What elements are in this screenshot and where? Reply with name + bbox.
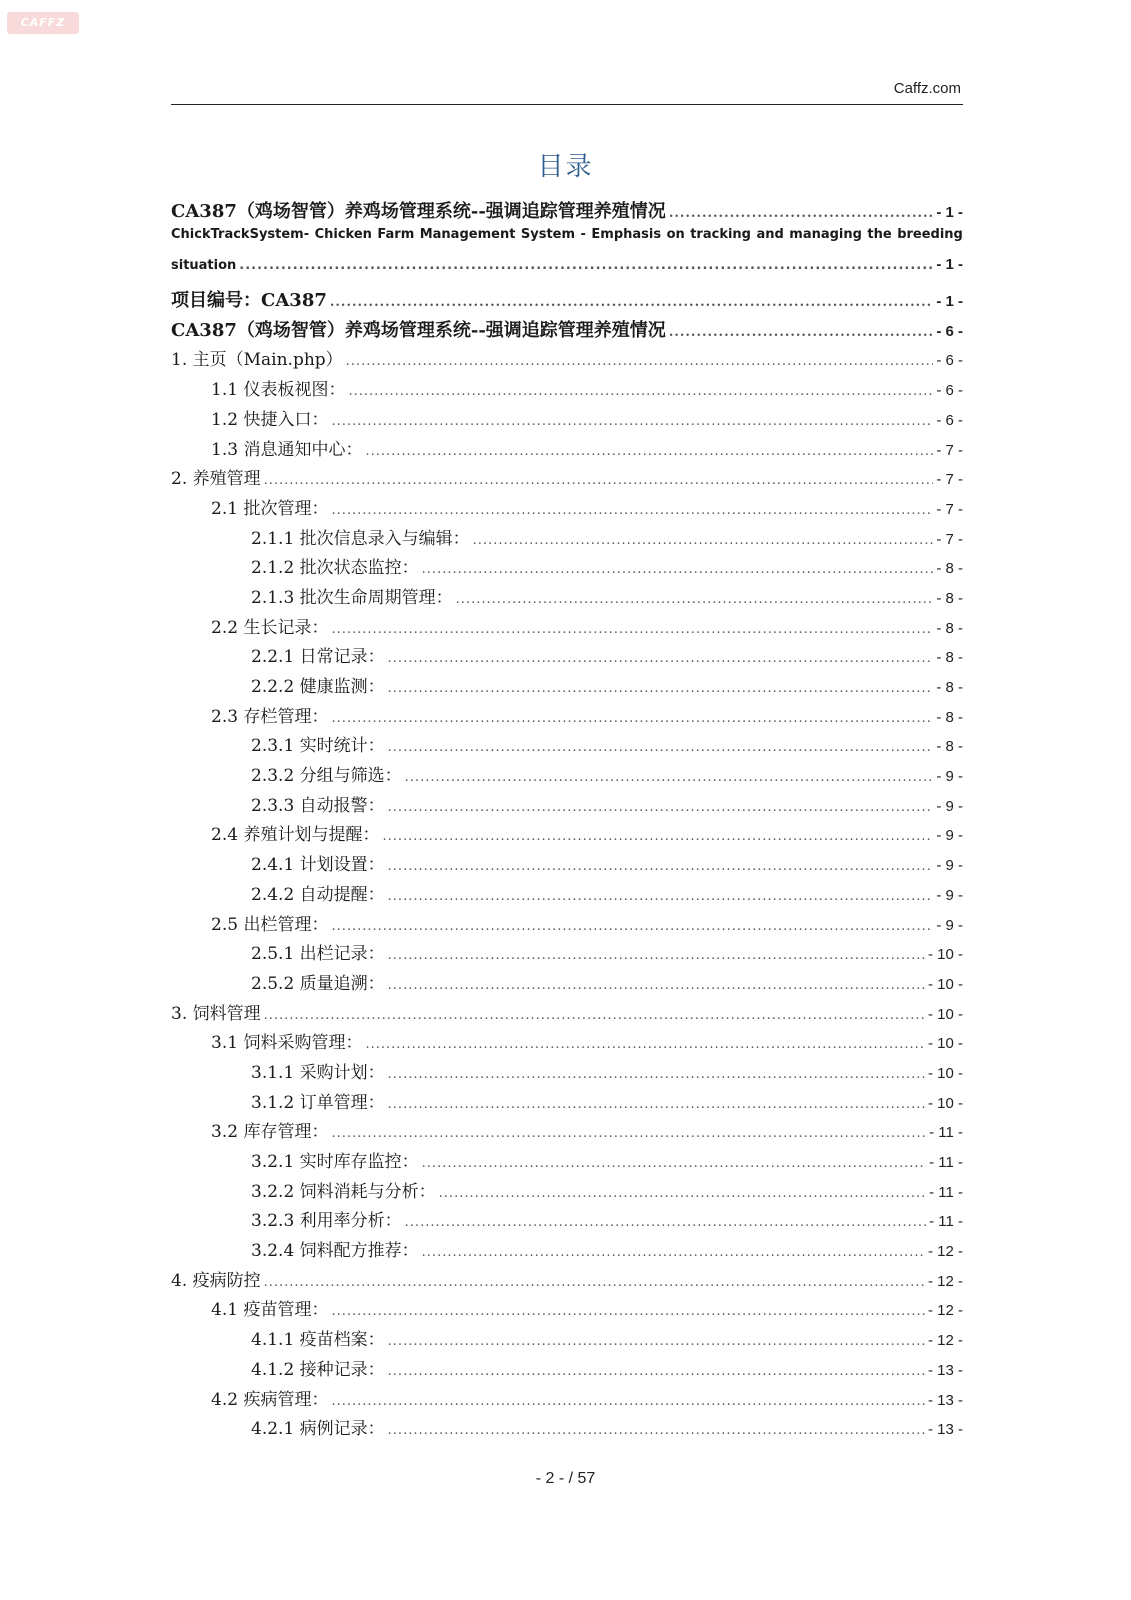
toc-entry[interactable] (171, 464, 963, 494)
toc-entry-page: - 12 - (927, 1332, 963, 1350)
english-title-word: ChickTrackSystem- (171, 226, 310, 242)
dot-leader (422, 1245, 925, 1260)
dot-leader (331, 1394, 925, 1409)
toc-entry-label: 2.3.1 实时统计： (251, 736, 385, 757)
toc-entry-label: 4.2 疾病管理： (211, 1389, 329, 1410)
toc-entry-label: 2.2.2 健康监测： (251, 677, 385, 697)
dot-leader (365, 1037, 925, 1052)
toc-entry-page: - 11 - (929, 1213, 963, 1231)
dot-leader (388, 978, 925, 993)
toc-entry-page: - 7 - (936, 530, 963, 548)
toc-entry-page: - 8 - (936, 679, 963, 696)
dot-leader (388, 859, 934, 874)
toc-entry-label: 2.5.1 出栏记录： (251, 944, 385, 965)
toc-entry[interactable] (171, 1355, 963, 1385)
toc-entry[interactable] (171, 1088, 963, 1118)
toc-entry-label: 2.4 养殖计划与提醒： (211, 825, 380, 846)
toc-entry[interactable] (171, 316, 963, 346)
toc-entry[interactable] (171, 642, 963, 672)
toc-entry-label: 2.2.1 日常记录： (251, 647, 385, 668)
toc-entry[interactable] (171, 494, 963, 524)
toc-entry-label: 2.3 存栏管理： (211, 706, 329, 727)
toc-entry-label: 3.1 饲料采购管理： (211, 1033, 363, 1054)
toc-entry-page: - 8 - (936, 649, 963, 667)
english-title-word: Chicken (314, 226, 372, 242)
toc-entry-label: 3.2.3 利用率分析： (251, 1211, 402, 1232)
toc-entry-label: 2.4.1 计划设置： (251, 855, 385, 876)
toc-entry-page: - 13 - (927, 1391, 963, 1409)
toc-entry[interactable] (171, 524, 963, 554)
toc-entry-page: - 11 - (929, 1124, 963, 1142)
toc-entry-page: - 6 - (936, 352, 963, 370)
dot-leader (331, 503, 933, 518)
dot-leader (388, 1097, 925, 1112)
toc-entry-page: - 10 - (927, 1094, 963, 1112)
toc-entry-page: - 8 - (936, 708, 963, 726)
toc-entry[interactable] (171, 939, 963, 969)
header-site-name: Caffz.com (893, 80, 961, 97)
toc-entry-label: 项目编号：CA387 (171, 290, 327, 312)
header-divider (171, 104, 963, 105)
toc-entry-label: 2.1.2 批次状态监控： (251, 558, 419, 579)
dot-leader (239, 258, 933, 273)
english-title-word: System (520, 226, 576, 242)
toc-entry-label: 2.5 出栏管理： (211, 914, 329, 935)
toc-entry[interactable] (171, 405, 963, 435)
toc-entry-page: - 6 - (936, 411, 963, 429)
english-title-word: breeding (897, 226, 963, 242)
toc-entry-page: - 8 - (936, 619, 963, 637)
toc-entry[interactable] (171, 910, 963, 940)
english-title-word: tracking (690, 226, 751, 242)
toc-entry[interactable] (171, 702, 963, 732)
dot-leader (388, 1423, 925, 1438)
toc-entry-page: - 13 - (927, 1361, 963, 1379)
toc-entry-page: - 9 - (936, 916, 963, 934)
toc-entry[interactable] (171, 1325, 963, 1355)
dot-leader (405, 770, 934, 785)
toc-entry[interactable] (171, 761, 963, 791)
toc-entry[interactable] (171, 791, 963, 821)
toc-entry-label: CA387（鸡场智管）养鸡场管理系统--强调追踪管理养殖情况 (171, 319, 666, 341)
dot-leader (331, 919, 933, 934)
dot-leader (388, 1067, 925, 1082)
toc-entry-label: 2.4.2 自动提醒： (251, 884, 385, 905)
dot-leader (388, 1364, 925, 1379)
toc-entry-label: situation (171, 258, 237, 274)
toc-entry-page: - 9 - (936, 857, 963, 875)
toc-entry-label: 1.1 仪表板视图： (211, 380, 346, 401)
english-title-word: on (666, 226, 685, 242)
toc-entry-page: - 10 - (927, 975, 963, 993)
toc-entry[interactable] (171, 850, 963, 880)
dot-leader (669, 206, 934, 221)
toc-entry-page: - 7 - (936, 471, 963, 489)
toc-entry-page: - 9 - (936, 827, 963, 845)
toc-entry[interactable] (171, 613, 963, 643)
toc-entry[interactable] (171, 1117, 963, 1147)
english-title-word: Management (419, 226, 516, 242)
dot-leader (331, 622, 933, 637)
toc-entry[interactable] (171, 1206, 963, 1236)
english-title-word: Farm (377, 226, 415, 242)
toc-entry-label: 3.2 库存管理： (211, 1122, 329, 1143)
toc-entry-page: - 1 - (936, 293, 963, 311)
table-of-contents (171, 197, 963, 1444)
dot-leader (388, 1334, 925, 1349)
toc-entry-page: - 10 - (927, 1005, 963, 1023)
toc-entry-label: 3. 饲料管理 (171, 1003, 261, 1024)
toc-entry-label: 2.1.1 批次信息录入与编辑： (251, 528, 470, 549)
toc-entry-page: - 7 - (936, 500, 963, 518)
toc-entry-page: - 8 - (936, 589, 963, 607)
dot-leader (348, 384, 933, 399)
english-title-word: the (867, 226, 892, 242)
toc-entry[interactable] (171, 1236, 963, 1266)
dot-leader (422, 562, 934, 577)
dot-leader (264, 1275, 925, 1290)
toc-entry-label: CA387（鸡场智管）养鸡场管理系统--强调追踪管理养殖情况 (171, 201, 666, 222)
toc-entry-english-title[interactable] (171, 227, 963, 257)
toc-entry-label: 2. 养殖管理 (171, 469, 261, 490)
toc-entry[interactable] (171, 375, 963, 405)
toc-entry-label: 1.2 快捷入口： (211, 409, 329, 430)
toc-entry[interactable] (171, 1058, 963, 1088)
toc-entry-label: 3.2.1 实时库存监控： (251, 1152, 419, 1172)
toc-entry-page: - 9 - (936, 797, 963, 815)
dot-leader (439, 1186, 926, 1201)
toc-entry[interactable] (171, 553, 963, 583)
toc-entry-page: - 12 - (927, 1243, 963, 1261)
dot-leader (388, 651, 934, 666)
toc-entry[interactable] (171, 345, 963, 375)
toc-entry-label: 4.1.2 接种记录： (251, 1359, 385, 1380)
toc-entry-page: - 8 - (936, 738, 963, 756)
toc-entry[interactable] (171, 999, 963, 1029)
toc-entry[interactable] (171, 1177, 963, 1207)
toc-entry[interactable] (171, 1266, 963, 1296)
toc-entry-label: 3.1.1 采购计划： (251, 1062, 385, 1083)
toc-entry-label: 4. 疫病防控 (171, 1270, 261, 1291)
toc-entry[interactable] (171, 1295, 963, 1325)
dot-leader (388, 889, 934, 904)
toc-entry[interactable] (171, 583, 963, 613)
toc-entry-page: - 12 - (927, 1302, 963, 1320)
dot-leader (330, 295, 933, 310)
toc-entry-page: - 11 - (929, 1154, 963, 1171)
dot-leader (331, 1304, 925, 1319)
toc-entry[interactable] (171, 1028, 963, 1058)
toc-entry-label: 1. 主页（Main.php） (171, 350, 343, 371)
english-title-word: - (580, 226, 586, 242)
toc-entry-label: 4.2.1 病例记录： (251, 1419, 385, 1440)
toc-entry-page: - 6 - (936, 382, 963, 400)
dot-leader (264, 1008, 925, 1023)
dot-leader (331, 1126, 926, 1141)
toc-entry-page: - 12 - (927, 1272, 963, 1290)
toc-entry-page: - 9 - (936, 886, 963, 904)
toc-entry-label: 2.1.3 批次生命周期管理： (251, 587, 453, 608)
dot-leader (388, 948, 925, 963)
watermark-logo: CAFFZ (7, 12, 79, 34)
dot-leader (388, 800, 934, 815)
toc-entry-label: 3.1.2 订单管理： (251, 1092, 385, 1113)
dot-leader (456, 592, 934, 607)
toc-entry[interactable] (171, 820, 963, 850)
english-title-word: managing (789, 226, 862, 242)
toc-entry-page: - 10 - (927, 946, 963, 964)
toc-entry-label: 2.1 批次管理： (211, 498, 329, 519)
toc-title: 目录 (537, 152, 594, 182)
toc-entry[interactable] (171, 1147, 963, 1177)
toc-entry-label: 4.1 疫苗管理： (211, 1300, 329, 1321)
toc-entry-page: - 11 - (929, 1183, 963, 1201)
english-title-word: and (756, 226, 784, 242)
toc-entry-label: 2.3.2 分组与筛选： (251, 766, 402, 787)
dot-leader (388, 681, 934, 696)
dot-leader (669, 325, 934, 340)
toc-entry-page: - 8 - (936, 560, 963, 578)
toc-entry[interactable] (171, 197, 963, 227)
toc-entry-label: 4.1.1 疫苗档案： (251, 1330, 385, 1351)
dot-leader (388, 740, 934, 755)
toc-entry-label: 3.2.2 饲料消耗与分析： (251, 1181, 436, 1202)
toc-entry-label: 2.3.3 自动报警： (251, 795, 385, 816)
dot-leader (264, 473, 934, 488)
toc-entry[interactable] (171, 1385, 963, 1415)
toc-entry-page: - 13 - (927, 1421, 963, 1439)
toc-entry[interactable] (171, 256, 963, 286)
toc-entry[interactable] (171, 286, 963, 316)
toc-entry-label: 2.5.2 质量追溯： (251, 973, 385, 994)
toc-entry-label: 2.2 生长记录： (211, 617, 329, 638)
dot-leader (346, 354, 934, 369)
dot-leader (331, 414, 933, 429)
page-number: - 2 - / 57 (535, 1470, 596, 1487)
toc-entry-page: - 1 - (936, 256, 963, 274)
toc-entry-page: - 10 - (927, 1035, 963, 1053)
toc-entry-page: - 9 - (936, 768, 963, 786)
toc-entry[interactable] (171, 435, 963, 465)
dot-leader (382, 829, 933, 844)
toc-entry-page: - 7 - (936, 441, 963, 459)
dot-leader (365, 444, 933, 459)
toc-entry-page: - 6 - (936, 322, 963, 340)
toc-entry[interactable] (171, 969, 963, 999)
toc-entry[interactable] (171, 731, 963, 761)
toc-entry[interactable] (171, 1414, 963, 1444)
dot-leader (331, 711, 933, 726)
dot-leader (422, 1156, 926, 1171)
toc-entry-page: - 1 - (936, 204, 963, 221)
dot-leader (473, 533, 934, 548)
toc-entry[interactable] (171, 672, 963, 702)
english-title-word: Emphasis (591, 226, 662, 242)
toc-entry-label: 3.2.4 饲料配方推荐： (251, 1241, 419, 1262)
toc-entry-label: 1.3 消息通知中心： (211, 439, 363, 460)
toc-entry-page: - 10 - (927, 1064, 963, 1082)
dot-leader (405, 1215, 926, 1230)
toc-entry[interactable] (171, 880, 963, 910)
